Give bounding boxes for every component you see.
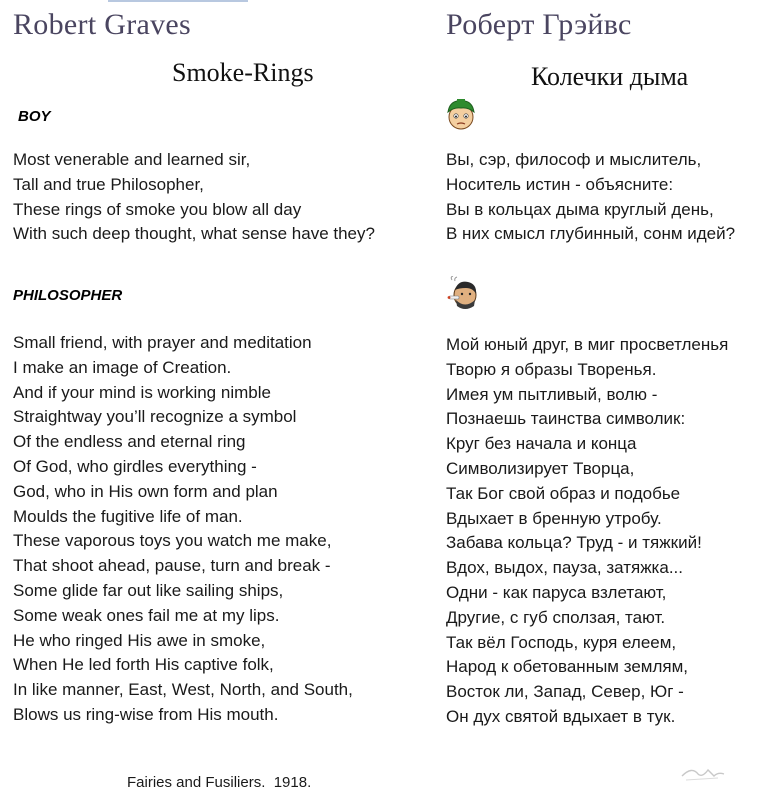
source-footer: Fairies and Fusiliers. 1918. — [127, 774, 312, 791]
poem-line: Of God, who girdles everything - — [13, 456, 257, 476]
poem-line: Small friend, with prayer and meditation — [13, 333, 312, 352]
poem-line: With such deep thought, what sense have they? — [13, 224, 375, 244]
poem-line: Имея ум пытливый, волю - — [446, 384, 658, 404]
poem-line: Так Бог свой образ и подобье — [446, 483, 681, 503]
poem-line: Так вёл Господь, куря елеем, — [446, 632, 677, 652]
poem-line: I make an image of Creation. — [13, 357, 232, 377]
poem-line: These vaporous toys you watch me make, — [13, 531, 332, 551]
top-border-line — [108, 0, 248, 2]
right-author: Роберт Грэйвс — [446, 8, 632, 41]
poem-line: Tall and true Philosopher, — [13, 174, 204, 194]
poem-line: Moulds the fugitive life of man. — [13, 506, 243, 526]
poem-line: That shoot ahead, pause, turn and break - — [13, 556, 331, 576]
left-author: Robert Graves — [13, 8, 192, 41]
poem-line: Познаешь таинства символик: — [446, 409, 686, 429]
poem-line: Of the endless and eternal ring — [13, 432, 246, 452]
speaker-boy: BOY — [18, 108, 51, 125]
left-stanza-2 — [13, 331, 353, 728]
poem-line: In like manner, East, West, North, and South, — [13, 680, 353, 700]
poem-line: God, who in His own form and plan — [13, 481, 278, 501]
poem-line: Символизирует Творца, — [446, 458, 635, 478]
poem-line: Вдох, выдох, пауза, затяжка... — [446, 558, 683, 578]
poem-line: Вдыхает в бренную утробу. — [446, 508, 662, 528]
poem-line: When He led forth His captive folk, — [13, 655, 274, 675]
poem-line: Blows us ring-wise from His mouth. — [13, 704, 279, 724]
right-stanza-1 — [446, 148, 735, 247]
signature-mark — [678, 760, 728, 784]
poem-line: Most venerable and learned sir, — [13, 150, 251, 169]
poem-line: Восток ли, Запад, Север, Юг - — [446, 682, 684, 702]
poem-line: Вы, сэр, философ и мыслитель, — [446, 150, 702, 169]
left-title: Smoke-Rings — [172, 58, 314, 87]
speaker-philosopher: PHILOSOPHER — [13, 287, 123, 304]
right-stanza-2 — [446, 333, 728, 730]
poem-line: Вы в кольцах дыма круглый день, — [446, 199, 714, 219]
poem-line: Круг без начала и конца — [446, 434, 637, 454]
poem-line: Some glide far out like sailing ships, — [13, 580, 284, 600]
poem-line: Straightway you’ll recognize a symbol — [13, 407, 297, 427]
poem-line: В них смысл глубинный, сонм идей? — [446, 224, 736, 244]
left-stanza-1 — [13, 148, 375, 247]
poem-line: These rings of smoke you blow all day — [13, 199, 302, 219]
boy-face-icon — [444, 98, 478, 132]
poem-line: Одни - как паруса взлетают, — [446, 582, 667, 602]
poem-line: Забава кольца? Труд - и тяжкий! — [446, 533, 702, 553]
right-title: Колечки дыма — [531, 62, 689, 91]
poem-line: And if your mind is working nimble — [13, 382, 271, 402]
poem-line: Some weak ones fail me at my lips. — [13, 605, 280, 625]
poem-line: Творю я образы Творенья. — [446, 359, 657, 379]
poem-line: Другие, с губ сползая, тают. — [446, 607, 666, 627]
poem-line: Мой юный друг, в миг просветленья — [446, 335, 729, 354]
poem-line: Народ к обетованным землям, — [446, 657, 688, 677]
poem-line: Носитель истин - объясните: — [446, 174, 674, 194]
poem-line: Он дух святой вдыхает в тук. — [446, 706, 676, 726]
poem-line: He who ringed His awe in smoke, — [13, 630, 266, 650]
smoking-man-icon — [446, 276, 480, 310]
